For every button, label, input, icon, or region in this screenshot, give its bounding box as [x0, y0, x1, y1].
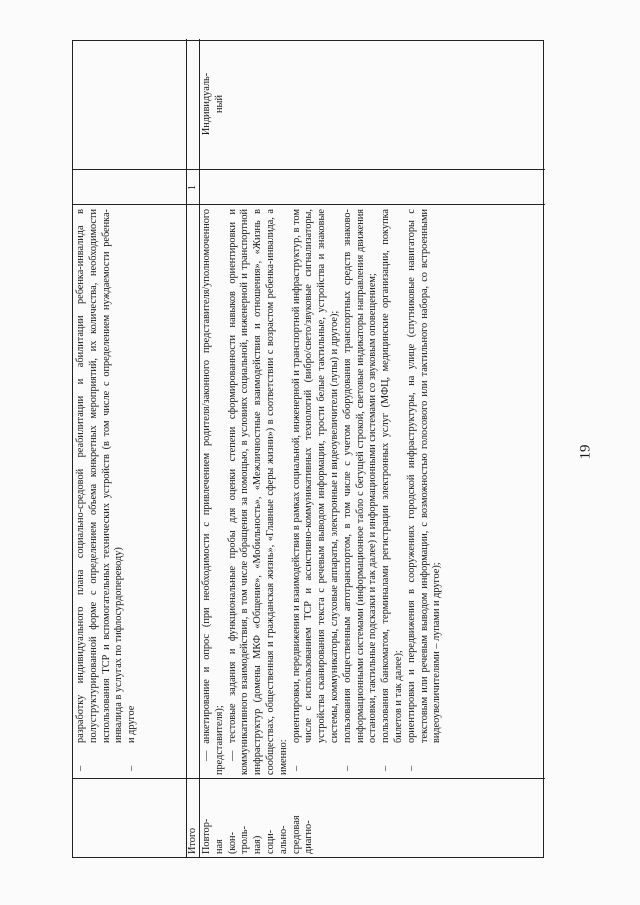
method-line: (кон-	[226, 832, 238, 854]
row-divider	[186, 39, 187, 857]
row3-method-cell	[201, 782, 316, 854]
method-line: диагно-	[303, 820, 315, 854]
method-line: ально-	[277, 825, 289, 854]
list-item-text: и другое	[126, 705, 138, 743]
list-dash: –	[290, 765, 302, 771]
list-item-text: пользования общественным автотранспортом, в том числе с учетом оборудования транспортных средств знаково-информационными системами (информационное табло с бегущей строкой, световые индикаторы направления движения остановки, тактильные подсказки и так далее) и информационными системами со звуковым оповещением;	[341, 209, 379, 743]
method-line: средовая	[290, 815, 302, 854]
list-item-text: ориентировки и передвижения в сооружениях городской инфраструктуры, на улице (спутниковые навигаторы с текстовым или речевым выводом информации, с возможностью голосового или тактильного набора, со встроенными видеоувеличителями – лупами и другое);	[405, 209, 443, 743]
form-line: ный	[213, 95, 225, 113]
rotated-content	[72, 40, 544, 858]
list-item-text: ориентировки, передвижения и взаимодействия в рамках социальной, инженерной и транспортной инфраструктур, в том числе с использованием ТСР и ассистивно-коммуникативных технологий (вибро/свето/звуковые сигнализаторы, устройства сканирования текста с речевым выводом информации, трости белые тактильные, устройства и знаковые системы, коммуникаторы, слуховые аппараты, электронные и видеоувеличители (лупы) и другое);	[290, 209, 340, 743]
list-item	[75, 209, 126, 775]
list-item	[380, 209, 406, 775]
list-item	[342, 209, 380, 775]
page-number: 19	[577, 444, 594, 460]
method-line: Повтор-	[201, 818, 212, 854]
list-item-text: пользования банкоматом, терминалами регистрации электронных услуг (МФЦ, медицинские организации, покупка билетов и так далее);	[380, 209, 404, 743]
total-value: 1	[187, 184, 198, 191]
description-paragraph: — тестовые задания и функциональные пробы для оценки степени сформированности навыков ориентировки и коммуникативного взаимодействия, в том числе обращения за помощью, в условиях социальной, инженерной и транспортной инфраструктур (домены МКФ «Общение», «Мобильность», «Межличностные взаимодействия и отношения», «Жизнь в сообществах, общественная и гражданская жизнь», «Главные сферы жизни») в соответствии с возрастом ребенка-инвалида, а именно:	[226, 209, 289, 775]
list-dash: –	[126, 765, 138, 771]
column-divider	[73, 169, 545, 170]
rehab-table	[72, 40, 544, 858]
column-divider	[73, 204, 545, 205]
list-item	[406, 209, 444, 775]
description-paragraph: — анкетирование и опрос (при необходимости с привлечением родителя/законного представителя/уполномоченного представителя);	[201, 209, 225, 775]
list-dash: –	[341, 765, 353, 771]
list-dash: –	[380, 765, 392, 771]
row1-description-cell	[75, 209, 139, 775]
total-label: Итого	[187, 827, 198, 854]
list-item-text: разработку индивидуального плана социально-средовой реабилитации и абилитации ребенка-инвалида в полуструктурированной форме с определением объема конкретных мероприятий, их количества, необходимости использования ТСР и вспомогательных технических устройств (в том числе с определением нуждаемости ребенка-инвалида в услугах по тифлосурдопереводу)	[75, 209, 125, 743]
method-line: троль-	[239, 825, 251, 854]
list-dash: –	[405, 765, 417, 771]
row3-form-cell	[201, 41, 227, 167]
column-divider	[73, 778, 545, 779]
row3-description-cell	[201, 209, 444, 775]
list-item	[291, 209, 342, 775]
row-divider	[199, 39, 200, 857]
method-line: ная	[213, 839, 225, 854]
form-line: Индивидуаль-	[201, 72, 212, 136]
method-line: соци-	[264, 829, 276, 854]
list-dash: –	[75, 765, 86, 771]
list-item	[126, 209, 139, 775]
method-line: ная)	[252, 835, 264, 854]
